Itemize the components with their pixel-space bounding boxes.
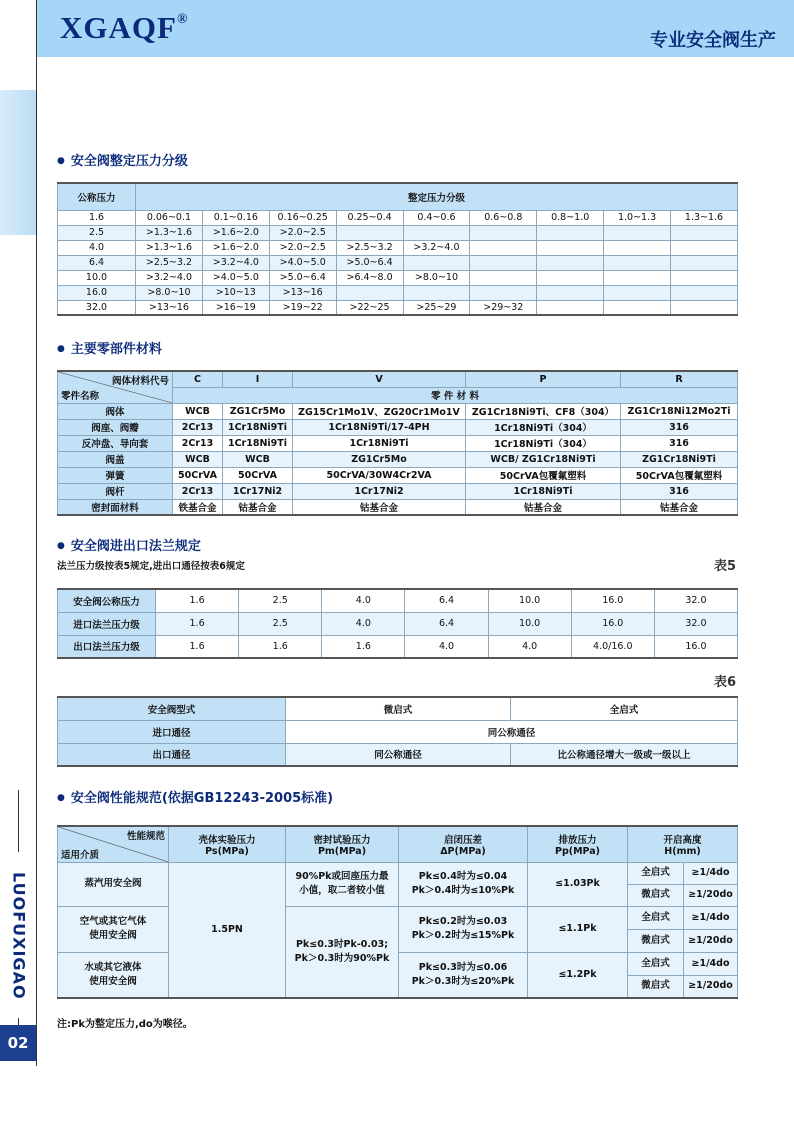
- cell: [336, 285, 403, 300]
- cell: 0.8~1.0: [537, 210, 604, 225]
- material-cell: WCB: [223, 451, 293, 467]
- corner-cell: 性能规范 适用介质: [58, 826, 169, 862]
- cell: 4.0: [405, 635, 488, 658]
- cell: >1.6~2.0: [202, 240, 269, 255]
- header-cell: 壳体实验压力 Ps(MPa): [169, 826, 286, 862]
- cell: >3.2~4.0: [403, 240, 470, 255]
- divider: [18, 1018, 19, 1025]
- cell: 1.3~1.6: [671, 210, 738, 225]
- cell: >10~13: [202, 285, 269, 300]
- material-cell: 钴基合金: [223, 499, 293, 515]
- cell: 全启式: [511, 697, 738, 720]
- cell: [604, 270, 671, 285]
- lift-type: 全启式: [628, 906, 684, 929]
- ps-cell: 1.5PN: [169, 862, 286, 998]
- cell: [604, 300, 671, 315]
- cell: 10.0: [488, 612, 571, 635]
- pp-cell: ≤1.1Pk: [528, 906, 628, 952]
- material-cell: 钴基合金: [621, 499, 738, 515]
- divider: [18, 790, 19, 852]
- row-label: 安全阀公称压力: [58, 589, 156, 612]
- row-label: 出口法兰压力级: [58, 635, 156, 658]
- flange-pressure-table: [57, 588, 738, 659]
- code-i: I: [223, 371, 293, 387]
- lift-type: 微启式: [628, 929, 684, 952]
- section-subtitle: 法兰压力级按表5规定,进出口通径按表6规定: [57, 561, 245, 572]
- cell: 32.0: [654, 589, 737, 612]
- table-row: [58, 499, 738, 515]
- table-row: [58, 483, 738, 499]
- material-cell: 2Cr13: [173, 483, 223, 499]
- material-cell: 1Cr18Ni9Ti（304）: [466, 435, 621, 451]
- cell: 0.16~0.25: [269, 210, 336, 225]
- material-cell: WCB/ ZG1Cr18Ni9Ti: [466, 451, 621, 467]
- cell: 0.1~0.16: [202, 210, 269, 225]
- section-title: ● 安全阀整定压力分级: [57, 150, 188, 169]
- cell: 安全阀型式: [58, 697, 286, 720]
- material-cell: 1Cr18Ni9Ti: [223, 419, 293, 435]
- cell: 0.4~0.6: [403, 210, 470, 225]
- medium-cell: 蒸汽用安全阀: [58, 862, 169, 906]
- cell: 16.0: [571, 589, 654, 612]
- material-cell: 316: [621, 483, 738, 499]
- cell: >2.0~2.5: [269, 225, 336, 240]
- cell: 10.0: [488, 589, 571, 612]
- cell: >2.5~3.2: [336, 240, 403, 255]
- cell: 6.4: [405, 589, 488, 612]
- cell: [671, 270, 738, 285]
- cell: 1.6: [239, 635, 322, 658]
- cell: 4.0/16.0: [571, 635, 654, 658]
- section-title: ● 安全阀性能规范(依据GB12243-2005标准): [57, 787, 333, 806]
- table-row: [58, 403, 738, 419]
- table-row: [58, 697, 738, 720]
- material-cell: ZG1Cr5Mo: [223, 403, 293, 419]
- corner-cell: 阀体材料代号 零件名称: [58, 371, 173, 403]
- header-cell: 公称压力: [58, 183, 136, 210]
- lift-value: ≥1/20do: [684, 929, 738, 952]
- material-cell: 1Cr17Ni2: [223, 483, 293, 499]
- table-row: [58, 435, 738, 451]
- cell: 比公称通径增大一级或一级以上: [511, 743, 738, 766]
- cell: 2.5: [239, 589, 322, 612]
- material-cell: 1Cr18Ni9Ti: [223, 435, 293, 451]
- material-cell: ZG1Cr18Ni12Mo2Ti: [621, 403, 738, 419]
- cell: [537, 225, 604, 240]
- cell: >8.0~10: [403, 270, 470, 285]
- cell: 1.6: [156, 589, 239, 612]
- material-cell: 1Cr18Ni9Ti（304）: [466, 419, 621, 435]
- cell: >1.6~2.0: [202, 225, 269, 240]
- table-row: [58, 589, 738, 612]
- cell: >5.0~6.4: [269, 270, 336, 285]
- header-cell: 密封试验压力 Pm(MPa): [286, 826, 399, 862]
- cell: 4.0: [322, 612, 405, 635]
- page-number: 02: [0, 1025, 36, 1061]
- cell: [604, 240, 671, 255]
- cell: >25~29: [403, 300, 470, 315]
- row-label: 4.0: [58, 240, 136, 255]
- cell: 1.0~1.3: [604, 210, 671, 225]
- material-cell: ZG1Cr5Mo: [293, 451, 466, 467]
- cell: >29~32: [470, 300, 537, 315]
- cell: [671, 225, 738, 240]
- material-cell: 50CrVA包覆氟塑料: [466, 467, 621, 483]
- table-row: [58, 419, 738, 435]
- material-cell: WCB: [173, 451, 223, 467]
- set-pressure-table: [57, 182, 738, 316]
- cell: 进口通径: [58, 720, 286, 743]
- side-vertical-text: LUOFUXIGAO: [9, 872, 29, 1000]
- part-name: 阀体: [58, 403, 173, 419]
- header-cell: 排放压力 Pp(MPa): [528, 826, 628, 862]
- cell: 16.0: [654, 635, 737, 658]
- row-label: 进口法兰压力级: [58, 612, 156, 635]
- part-name: 弹簧: [58, 467, 173, 483]
- slogan: 专业安全阀生产: [650, 30, 776, 51]
- footnote: 注:Pk为整定压力,do为喉径。: [57, 1019, 193, 1030]
- row-label: 32.0: [58, 300, 136, 315]
- cell: [403, 225, 470, 240]
- material-cell: WCB: [173, 403, 223, 419]
- table-row: [58, 467, 738, 483]
- material-cell: 50CrVA/30W4Cr2VA: [293, 467, 466, 483]
- material-cell: ZG15Cr1Mo1V、ZG20Cr1Mo1V: [293, 403, 466, 419]
- material-cell: 钴基合金: [466, 499, 621, 515]
- cell: [470, 240, 537, 255]
- cell: [403, 285, 470, 300]
- materials-table: [57, 370, 738, 516]
- cell: [403, 255, 470, 270]
- cell: [336, 225, 403, 240]
- row-label: 10.0: [58, 270, 136, 285]
- cell: >1.3~1.6: [136, 225, 203, 240]
- cell: >8.0~10: [136, 285, 203, 300]
- cell: [537, 270, 604, 285]
- performance-table: [57, 825, 738, 999]
- material-cell: 1Cr17Ni2: [293, 483, 466, 499]
- dp-cell: Pk≤0.2时为≤0.03 Pk＞0.2时为≤15%Pk: [399, 906, 528, 952]
- cell: [537, 285, 604, 300]
- cell: [671, 255, 738, 270]
- table-row: [58, 225, 738, 240]
- pm-cell: 90%Pk或回座压力最 小值，取二者较小值: [286, 862, 399, 906]
- cell: [537, 255, 604, 270]
- cell: >22~25: [336, 300, 403, 315]
- material-cell: 铁基合金: [173, 499, 223, 515]
- cell: 1.6: [322, 635, 405, 658]
- material-cell: 316: [621, 435, 738, 451]
- cell: >5.0~6.4: [336, 255, 403, 270]
- cell: 1.6: [156, 635, 239, 658]
- table-row: [58, 210, 738, 225]
- bore-table: [57, 696, 738, 767]
- material-cell: 50CrVA包覆氟塑料: [621, 467, 738, 483]
- cell: >1.3~1.6: [136, 240, 203, 255]
- part-name: 阀盖: [58, 451, 173, 467]
- table-row: [58, 612, 738, 635]
- row-label: 16.0: [58, 285, 136, 300]
- cell: [470, 225, 537, 240]
- cell: 0.6~0.8: [470, 210, 537, 225]
- material-cell: 1Cr18Ni9Ti: [466, 483, 621, 499]
- cell: >2.5~3.2: [136, 255, 203, 270]
- cell: >13~16: [136, 300, 203, 315]
- lift-type: 微启式: [628, 884, 684, 906]
- row-label: 6.4: [58, 255, 136, 270]
- material-cell: 50CrVA: [173, 467, 223, 483]
- material-cell: 50CrVA: [223, 467, 293, 483]
- material-cell: 2Cr13: [173, 435, 223, 451]
- lift-value: ≥1/4do: [684, 862, 738, 884]
- side-tab: [0, 90, 36, 235]
- lift-value: ≥1/20do: [684, 884, 738, 906]
- cell: >6.4~8.0: [336, 270, 403, 285]
- cell: [604, 285, 671, 300]
- code-c: C: [173, 371, 223, 387]
- table-row: [58, 270, 738, 285]
- dp-cell: Pk≤0.3时为≤0.06 Pk＞0.3时为≤20%Pk: [399, 952, 528, 998]
- brand-logo: XGAQF®: [60, 10, 189, 45]
- part-name: 密封面材料: [58, 499, 173, 515]
- material-cell: 316: [621, 419, 738, 435]
- code-p: P: [466, 371, 621, 387]
- medium-cell: 水或其它液体 使用安全阀: [58, 952, 169, 998]
- header-cell: 零 件 材 料: [173, 387, 738, 403]
- material-cell: 钴基合金: [293, 499, 466, 515]
- cell: 0.06~0.1: [136, 210, 203, 225]
- header-cell: 开启高度 H(mm): [628, 826, 738, 862]
- table-row: [58, 240, 738, 255]
- table-row: [58, 720, 738, 743]
- cell: 4.0: [488, 635, 571, 658]
- cell: [604, 225, 671, 240]
- medium-cell: 空气或其它气体 使用安全阀: [58, 906, 169, 952]
- lift-value: ≥1/4do: [684, 906, 738, 929]
- cell: 同公称通径: [286, 720, 738, 743]
- table-label: 表6: [713, 675, 736, 690]
- header-cell: 整定压力分级: [136, 183, 738, 210]
- cell: [671, 300, 738, 315]
- lift-type: 全启式: [628, 862, 684, 884]
- cell: 32.0: [654, 612, 737, 635]
- material-cell: ZG1Cr18Ni9Ti、CF8（304）: [466, 403, 621, 419]
- cell: [470, 285, 537, 300]
- table-row: [58, 300, 738, 315]
- material-cell: 2Cr13: [173, 419, 223, 435]
- cell: >4.0~5.0: [269, 255, 336, 270]
- code-v: V: [293, 371, 466, 387]
- pm-cell: Pk≤0.3时Pk-0.03; Pk＞0.3时为90%Pk: [286, 906, 399, 998]
- cell: [470, 255, 537, 270]
- cell: >2.0~2.5: [269, 240, 336, 255]
- cell: >4.0~5.0: [202, 270, 269, 285]
- lift-value: ≥1/4do: [684, 952, 738, 975]
- cell: >3.2~4.0: [202, 255, 269, 270]
- cell: 出口通径: [58, 743, 286, 766]
- table-row: [58, 451, 738, 467]
- code-r: R: [621, 371, 738, 387]
- cell: [537, 240, 604, 255]
- margin-line: [36, 0, 37, 1066]
- cell: >13~16: [269, 285, 336, 300]
- part-name: 反冲盘、导向套: [58, 435, 173, 451]
- cell: 同公称通径: [286, 743, 511, 766]
- section-title: ● 安全阀进出口法兰规定: [57, 535, 201, 554]
- lift-type: 微启式: [628, 975, 684, 998]
- table-row: [58, 285, 738, 300]
- row-label: 1.6: [58, 210, 136, 225]
- cell: 2.5: [239, 612, 322, 635]
- section-title: ● 主要零部件材料: [57, 338, 162, 357]
- cell: >3.2~4.0: [136, 270, 203, 285]
- cell: 1.6: [156, 612, 239, 635]
- cell: 4.0: [322, 589, 405, 612]
- cell: >16~19: [202, 300, 269, 315]
- table-label: 表5: [713, 559, 736, 574]
- part-name: 阀座、阀瓣: [58, 419, 173, 435]
- table-row: [58, 635, 738, 658]
- lift-value: ≥1/20do: [684, 975, 738, 998]
- table-row: [58, 743, 738, 766]
- cell: >19~22: [269, 300, 336, 315]
- cell: [537, 300, 604, 315]
- material-cell: ZG1Cr18Ni9Ti: [621, 451, 738, 467]
- cell: [604, 255, 671, 270]
- cell: [470, 270, 537, 285]
- material-cell: 1Cr18Ni9Ti/17-4PH: [293, 419, 466, 435]
- part-name: 阀杆: [58, 483, 173, 499]
- lift-type: 全启式: [628, 952, 684, 975]
- cell: [671, 240, 738, 255]
- cell: 微启式: [286, 697, 511, 720]
- dp-cell: Pk≤0.4时为≤0.04 Pk＞0.4时为≤10%Pk: [399, 862, 528, 906]
- cell: 16.0: [571, 612, 654, 635]
- row-label: 2.5: [58, 225, 136, 240]
- header-cell: 启闭压差 ΔP(MPa): [399, 826, 528, 862]
- table-row: [58, 255, 738, 270]
- cell: 6.4: [405, 612, 488, 635]
- pp-cell: ≤1.03Pk: [528, 862, 628, 906]
- material-cell: 1Cr18Ni9Ti: [293, 435, 466, 451]
- pp-cell: ≤1.2Pk: [528, 952, 628, 998]
- cell: 0.25~0.4: [336, 210, 403, 225]
- cell: [671, 285, 738, 300]
